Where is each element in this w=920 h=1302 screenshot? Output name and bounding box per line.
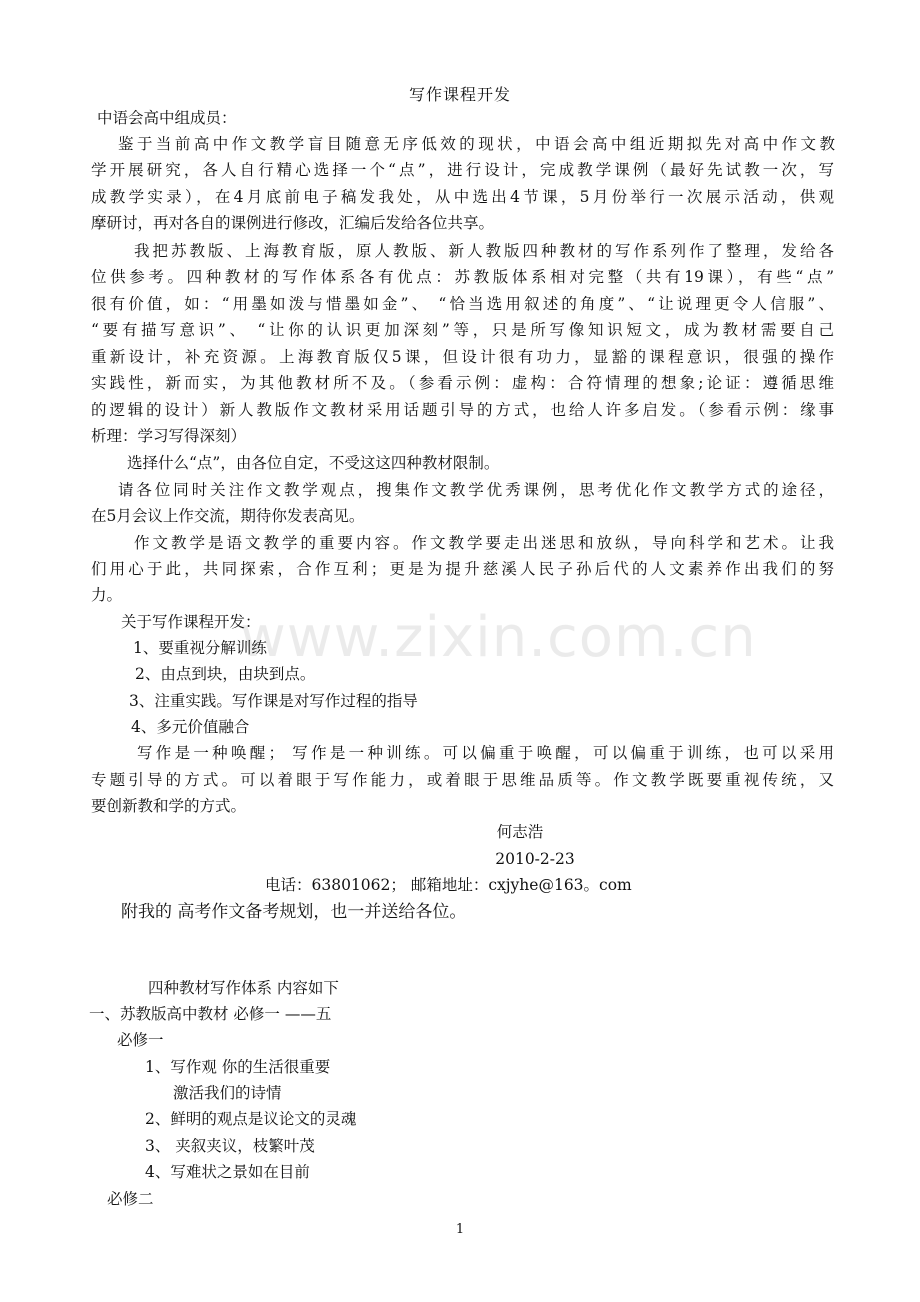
- paragraph-line: 位供参考。四种教材的写作体系各有优点：苏教版体系相对完整（共有19课），有些“点”: [91, 268, 834, 286]
- paragraph-line: 作文教学是语文教学的重要内容。作文教学要走出迷思和放纵，导向科学和艺术。让我: [134, 534, 834, 552]
- paragraph-line: 的逻辑的设计）新人教版作文教材采用话题引导的方式，也给人许多启发。（参看示例：缘事: [91, 401, 834, 419]
- paragraph-line: 力。: [91, 586, 123, 604]
- paragraph-line: 摩研讨，再对各自的课例进行修改，汇编后发给各位共享。: [91, 214, 495, 232]
- signature-date: 2010-2-23: [495, 850, 575, 868]
- paragraph-line: “要有描写意识”、 “让你的认识更加深刻”等，只是所写像知识短文，成为教材需要自己: [91, 321, 834, 339]
- paragraph-line: 析理：学习写得深刻）: [91, 427, 247, 445]
- outline-section: 一、苏教版高中教材 必修一 ——五: [89, 1005, 332, 1023]
- document-title: 写作课程开发: [408, 85, 511, 104]
- outline-heading: 四种教材写作体系 内容如下: [148, 979, 339, 997]
- list-item: 3、注重实践。写作课是对写作过程的指导: [129, 692, 418, 710]
- paragraph-line: 实践性，新而实，为其他教材所不及。（参看示例：虚构：合符情理的想象;论证：遵循思维: [91, 374, 834, 392]
- signature-name: 何志浩: [496, 823, 544, 841]
- list-item: 1、要重视分解训练: [133, 639, 267, 657]
- paragraph-line: 们用心于此，共同探索，合作互利；更是为提升慈溪人民子孙后代的人文素养作出我们的努: [91, 560, 834, 578]
- list-item: 2、由点到块，由块到点。: [135, 665, 316, 683]
- list-item: 4、写难状之景如在目前: [145, 1163, 310, 1181]
- paragraph-line: 写作是一种唤醒； 写作是一种训练。可以偏重于唤醒，可以偏重于训练，也可以采用: [137, 744, 834, 762]
- paragraph-line: 要创新教和学的方式。: [91, 797, 247, 815]
- paragraph-line: 很有价值，如：“用墨如泼与惜墨如金”、 “恰当选用叙述的角度”、“让说理更令人信服”、: [91, 295, 834, 313]
- paragraph-line: 选择什么“点”，由各位自定，不受这这四种教材限制。: [127, 454, 500, 472]
- watermark-text: www.zixin.com.cn: [240, 605, 757, 670]
- paragraph-line: 我把苏教版、上海教育版，原人教版、新人教版四种教材的写作系列作了整理，发给各: [134, 242, 834, 260]
- paragraph-line: 在5月会议上作交流，期待你发表高见。: [91, 507, 365, 525]
- list-item: 激活我们的诗情: [173, 1084, 282, 1102]
- paragraph-line: 专题引导的方式。可以着眼于写作能力，或着眼于思维品质等。作文教学既要重视传统，又: [91, 771, 834, 789]
- list-item: 4、多元价值融合: [131, 718, 250, 736]
- attachment-note: 附我的 高考作文备考规划，也一并送给各位。: [121, 902, 467, 922]
- points-heading: 关于写作课程开发：: [121, 613, 261, 631]
- paragraph-line: 成教学实录），在4月底前电子稿发我处，从中选出4节课，5月份举行一次展示活动，供观: [91, 188, 834, 206]
- paragraph-line: 鉴于当前高中作文教学盲目随意无序低效的现状，中语会高中组近期拟先对高中作文教: [118, 135, 835, 153]
- list-item: 2、鲜明的观点是议论文的灵魂: [145, 1110, 357, 1128]
- paragraph-line: 重新设计，补充资源。上海教育版仅5课，但设计很有功力，显豁的课程意识，很强的操作: [91, 348, 834, 366]
- list-item: 1、写作观 你的生活很重要: [145, 1058, 331, 1076]
- paragraph-line: 学开展研究，各人自行精心选择一个“点”，进行设计，完成教学课例（最好先试教一次，写: [91, 161, 834, 179]
- paragraph-line: 请各位同时关注作文教学观点，搜集作文教学优秀课例，思考优化作文教学方式的途径，: [118, 481, 834, 499]
- page-number: 1: [455, 1222, 465, 1237]
- outline-subheading: 必修二: [107, 1190, 154, 1208]
- list-item: 3、 夹叙夹议，枝繁叶茂: [145, 1137, 315, 1155]
- signature-contact: 电话：63801062； 邮箱地址：cxjyhe@163。com: [265, 876, 632, 894]
- outline-subheading: 必修一: [117, 1031, 164, 1049]
- greeting: 中语会高中组成员：: [97, 109, 237, 127]
